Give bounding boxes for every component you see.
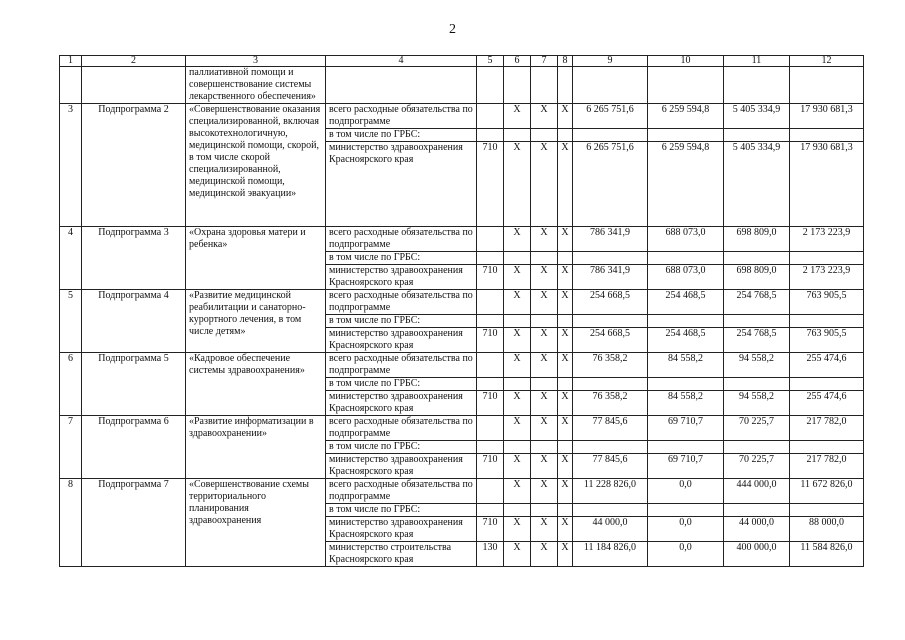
amount-cell: 69 710,7: [648, 416, 724, 441]
budget-table: [59, 55, 864, 567]
cell-sub: [82, 67, 186, 104]
header-cell: 2: [82, 56, 186, 67]
x-mark: X: [504, 517, 531, 542]
x-mark: X: [504, 479, 531, 504]
subprogram-title: «Кадровое обеспечение системы здравоохранения»: [186, 353, 326, 416]
subprogram-title: «Совершенствование схемы территориального планирования здравоохранения: [186, 479, 326, 567]
row-number: 7: [60, 416, 82, 479]
grbs-name: министерство здравоохранения Красноярского края: [326, 517, 477, 542]
grbs-code: 710: [477, 328, 504, 353]
amount-cell: 6 259 594,8: [648, 104, 724, 129]
group-total-row: [60, 416, 864, 441]
x-mark: X: [504, 542, 531, 567]
empty-cell: [504, 315, 531, 328]
x-mark: X: [531, 454, 558, 479]
header-cell: 12: [790, 56, 864, 67]
amount-cell: 76 358,2: [573, 353, 648, 378]
grbs-code: 710: [477, 142, 504, 227]
amount-cell: 254 668,5: [573, 328, 648, 353]
amount-cell: 70 225,7: [724, 454, 790, 479]
total-label: всего расходные обязательства по подпрограмме: [326, 290, 477, 315]
empty-cell: [558, 441, 573, 454]
group-total-row: [60, 227, 864, 252]
subprogram-title: «Совершенствование оказания специализированной, включая высокотехнологичную, медицинской помощи, скорой, в том числе скорой специализированной, медицинской помощи, медицинской эвакуации»: [186, 104, 326, 227]
cell-num: [60, 67, 82, 104]
header-row: [60, 56, 864, 67]
x-mark: X: [504, 454, 531, 479]
amount-cell: 77 845,6: [573, 416, 648, 441]
x-mark: X: [558, 479, 573, 504]
x-mark: X: [531, 416, 558, 441]
empty-cell: [648, 504, 724, 517]
code-cell: [477, 353, 504, 378]
grbs-code: 710: [477, 391, 504, 416]
header-cell: 10: [648, 56, 724, 67]
empty-cell: [648, 252, 724, 265]
row-number: 6: [60, 353, 82, 416]
empty-cell: [790, 252, 864, 265]
row-number: 8: [60, 479, 82, 567]
empty-cell: [531, 441, 558, 454]
x-mark: X: [504, 353, 531, 378]
subprogram-title: «Развитие информатизации в здравоохранении»: [186, 416, 326, 479]
amount-cell: 44 000,0: [724, 517, 790, 542]
amount-cell: 2 173 223,9: [790, 227, 864, 252]
amount-cell: 17 930 681,3: [790, 104, 864, 129]
header-cell: 1: [60, 56, 82, 67]
header-cell: 11: [724, 56, 790, 67]
header-cell: 6: [504, 56, 531, 67]
empty-cell: [724, 504, 790, 517]
subprogram-label: Подпрограмма 5: [82, 353, 186, 416]
including-label: в том числе по ГРБС:: [326, 378, 477, 391]
empty-cell: [504, 129, 531, 142]
row-number: 3: [60, 104, 82, 227]
empty-cell: [558, 129, 573, 142]
empty-cell: [504, 252, 531, 265]
including-label: в том числе по ГРБС:: [326, 252, 477, 265]
empty-cell: [573, 315, 648, 328]
amount-cell: 688 073,0: [648, 265, 724, 290]
amount-cell: 88 000,0: [790, 517, 864, 542]
empty-cell: [790, 315, 864, 328]
x-mark: X: [558, 328, 573, 353]
amount-cell: 786 341,9: [573, 265, 648, 290]
total-label: всего расходные обязательства по подпрограмме: [326, 416, 477, 441]
x-mark: X: [531, 542, 558, 567]
x-mark: X: [558, 391, 573, 416]
amount-cell: 77 845,6: [573, 454, 648, 479]
empty-cell: [648, 315, 724, 328]
amount-cell: 5 405 334,9: [724, 104, 790, 129]
header-cell: 8: [558, 56, 573, 67]
empty-cell: [558, 504, 573, 517]
x-mark: X: [558, 104, 573, 129]
code-cell: [477, 290, 504, 315]
total-label: всего расходные обязательства по подпрограмме: [326, 104, 477, 129]
x-mark: X: [504, 290, 531, 315]
x-mark: X: [531, 517, 558, 542]
amount-cell: 255 474,6: [790, 353, 864, 378]
amount-cell: 11 672 826,0: [790, 479, 864, 504]
amount-cell: 17 930 681,3: [790, 142, 864, 227]
amount-cell: 0,0: [648, 517, 724, 542]
empty-cell: [648, 378, 724, 391]
x-mark: X: [504, 328, 531, 353]
empty-cell: [558, 315, 573, 328]
amount-cell: 6 259 594,8: [648, 142, 724, 227]
amount-cell: 400 000,0: [724, 542, 790, 567]
x-mark: X: [558, 265, 573, 290]
x-mark: X: [531, 290, 558, 315]
x-mark: X: [558, 227, 573, 252]
subprogram-label: Подпрограмма 4: [82, 290, 186, 353]
group-total-row: [60, 353, 864, 378]
header-cell: 7: [531, 56, 558, 67]
subprogram-label: Подпрограмма 7: [82, 479, 186, 567]
empty-cell: [477, 252, 504, 265]
empty-cell: [504, 441, 531, 454]
group-total-row: [60, 479, 864, 504]
amount-cell: 255 474,6: [790, 391, 864, 416]
empty-cell: [531, 252, 558, 265]
empty-cell: [477, 129, 504, 142]
empty-cell: [504, 378, 531, 391]
group-total-row: [60, 104, 864, 129]
amount-cell: 84 558,2: [648, 391, 724, 416]
amount-cell: 763 905,5: [790, 290, 864, 315]
cell-title: паллиативной помощи и совершенствование системы лекарственного обеспечения»: [186, 67, 326, 104]
empty-cell: [724, 252, 790, 265]
x-mark: X: [531, 142, 558, 227]
header-cell: 5: [477, 56, 504, 67]
code-cell: [477, 227, 504, 252]
amount-cell: 698 809,0: [724, 265, 790, 290]
amount-cell: 69 710,7: [648, 454, 724, 479]
amount-cell: 688 073,0: [648, 227, 724, 252]
amount-cell: 11 184 826,0: [573, 542, 648, 567]
page-number: 2: [449, 22, 456, 37]
total-label: всего расходные обязательства по подпрограмме: [326, 353, 477, 378]
grbs-code: 130: [477, 542, 504, 567]
amount-cell: 0,0: [648, 479, 724, 504]
subprogram-label: Подпрограмма 3: [82, 227, 186, 290]
amount-cell: 763 905,5: [790, 328, 864, 353]
empty-cell: [648, 129, 724, 142]
empty-cell: [477, 315, 504, 328]
amount-cell: 217 782,0: [790, 454, 864, 479]
empty-cell: [477, 441, 504, 454]
amount-cell: 5 405 334,9: [724, 142, 790, 227]
grbs-name: министерство здравоохранения Красноярского края: [326, 265, 477, 290]
including-label: в том числе по ГРБС:: [326, 441, 477, 454]
amount-cell: 254 768,5: [724, 328, 790, 353]
table-body: [60, 56, 864, 567]
subprogram-title: «Развитие медицинской реабилитации и санаторно-курортного лечения, в том числе детям»: [186, 290, 326, 353]
empty-cell: [573, 504, 648, 517]
empty-cell: [573, 129, 648, 142]
amount-cell: 11 584 826,0: [790, 542, 864, 567]
x-mark: X: [558, 454, 573, 479]
x-mark: X: [504, 416, 531, 441]
subprogram-label: Подпрограмма 2: [82, 104, 186, 227]
empty-cell: [790, 129, 864, 142]
amount-cell: 6 265 751,6: [573, 142, 648, 227]
continuation-row: [60, 67, 864, 104]
empty-cell: [531, 129, 558, 142]
empty-cell: [573, 252, 648, 265]
including-label: в том числе по ГРБС:: [326, 315, 477, 328]
grbs-name: министерство здравоохранения Красноярского края: [326, 391, 477, 416]
amount-cell: 70 225,7: [724, 416, 790, 441]
empty-cell: [724, 441, 790, 454]
x-mark: X: [531, 479, 558, 504]
amount-cell: 44 000,0: [573, 517, 648, 542]
x-mark: X: [558, 517, 573, 542]
total-label: всего расходные обязательства по подпрограмме: [326, 227, 477, 252]
empty-cell: [558, 378, 573, 391]
amount-cell: 698 809,0: [724, 227, 790, 252]
x-mark: X: [531, 353, 558, 378]
header-cell: 3: [186, 56, 326, 67]
empty-cell: [573, 441, 648, 454]
amount-cell: 6 265 751,6: [573, 104, 648, 129]
amount-cell: 786 341,9: [573, 227, 648, 252]
amount-cell: 254 468,5: [648, 328, 724, 353]
empty-cell: [573, 378, 648, 391]
amount-cell: 2 173 223,9: [790, 265, 864, 290]
header-cell: 4: [326, 56, 477, 67]
empty-cell: [790, 441, 864, 454]
x-mark: X: [531, 328, 558, 353]
code-cell: [477, 416, 504, 441]
code-cell: [477, 479, 504, 504]
subprogram-title: «Охрана здоровья матери и ребенка»: [186, 227, 326, 290]
empty-cell: [504, 504, 531, 517]
header-cell: 9: [573, 56, 648, 67]
amount-cell: 254 768,5: [724, 290, 790, 315]
amount-cell: 254 668,5: [573, 290, 648, 315]
grbs-code: 710: [477, 517, 504, 542]
empty-cell: [790, 378, 864, 391]
x-mark: X: [531, 104, 558, 129]
x-mark: X: [504, 265, 531, 290]
amount-cell: 94 558,2: [724, 391, 790, 416]
empty-cell: [724, 315, 790, 328]
grbs-name: министерство здравоохранения Красноярского края: [326, 454, 477, 479]
x-mark: X: [504, 391, 531, 416]
grbs-name: министерство здравоохранения Красноярского края: [326, 142, 477, 227]
amount-cell: 76 358,2: [573, 391, 648, 416]
empty-cell: [558, 252, 573, 265]
empty-cell: [790, 504, 864, 517]
row-number: 5: [60, 290, 82, 353]
x-mark: X: [558, 142, 573, 227]
row-number: 4: [60, 227, 82, 290]
code-cell: [477, 104, 504, 129]
cell-grbs: [326, 67, 477, 104]
subprogram-label: Подпрограмма 6: [82, 416, 186, 479]
amount-cell: 444 000,0: [724, 479, 790, 504]
amount-cell: 94 558,2: [724, 353, 790, 378]
grbs-code: 710: [477, 454, 504, 479]
empty-cell: [477, 504, 504, 517]
empty-cell: [531, 315, 558, 328]
x-mark: X: [558, 290, 573, 315]
x-mark: X: [531, 265, 558, 290]
empty-cell: [724, 378, 790, 391]
empty-cell: [477, 378, 504, 391]
amount-cell: 84 558,2: [648, 353, 724, 378]
grbs-name: министерство строительства Красноярского края: [326, 542, 477, 567]
grbs-name: министерство здравоохранения Красноярского края: [326, 328, 477, 353]
amount-cell: 0,0: [648, 542, 724, 567]
total-label: всего расходные обязательства по подпрограмме: [326, 479, 477, 504]
empty-cell: [724, 129, 790, 142]
including-label: в том числе по ГРБС:: [326, 504, 477, 517]
x-mark: X: [504, 227, 531, 252]
x-mark: X: [558, 416, 573, 441]
empty-cell: [531, 504, 558, 517]
including-label: в том числе по ГРБС:: [326, 129, 477, 142]
group-total-row: [60, 290, 864, 315]
x-mark: X: [558, 353, 573, 378]
x-mark: X: [504, 104, 531, 129]
amount-cell: 217 782,0: [790, 416, 864, 441]
x-mark: X: [531, 227, 558, 252]
x-mark: X: [558, 542, 573, 567]
x-mark: X: [504, 142, 531, 227]
amount-cell: 11 228 826,0: [573, 479, 648, 504]
grbs-code: 710: [477, 265, 504, 290]
amount-cell: 254 468,5: [648, 290, 724, 315]
empty-cell: [531, 378, 558, 391]
empty-cell: [648, 441, 724, 454]
x-mark: X: [531, 391, 558, 416]
